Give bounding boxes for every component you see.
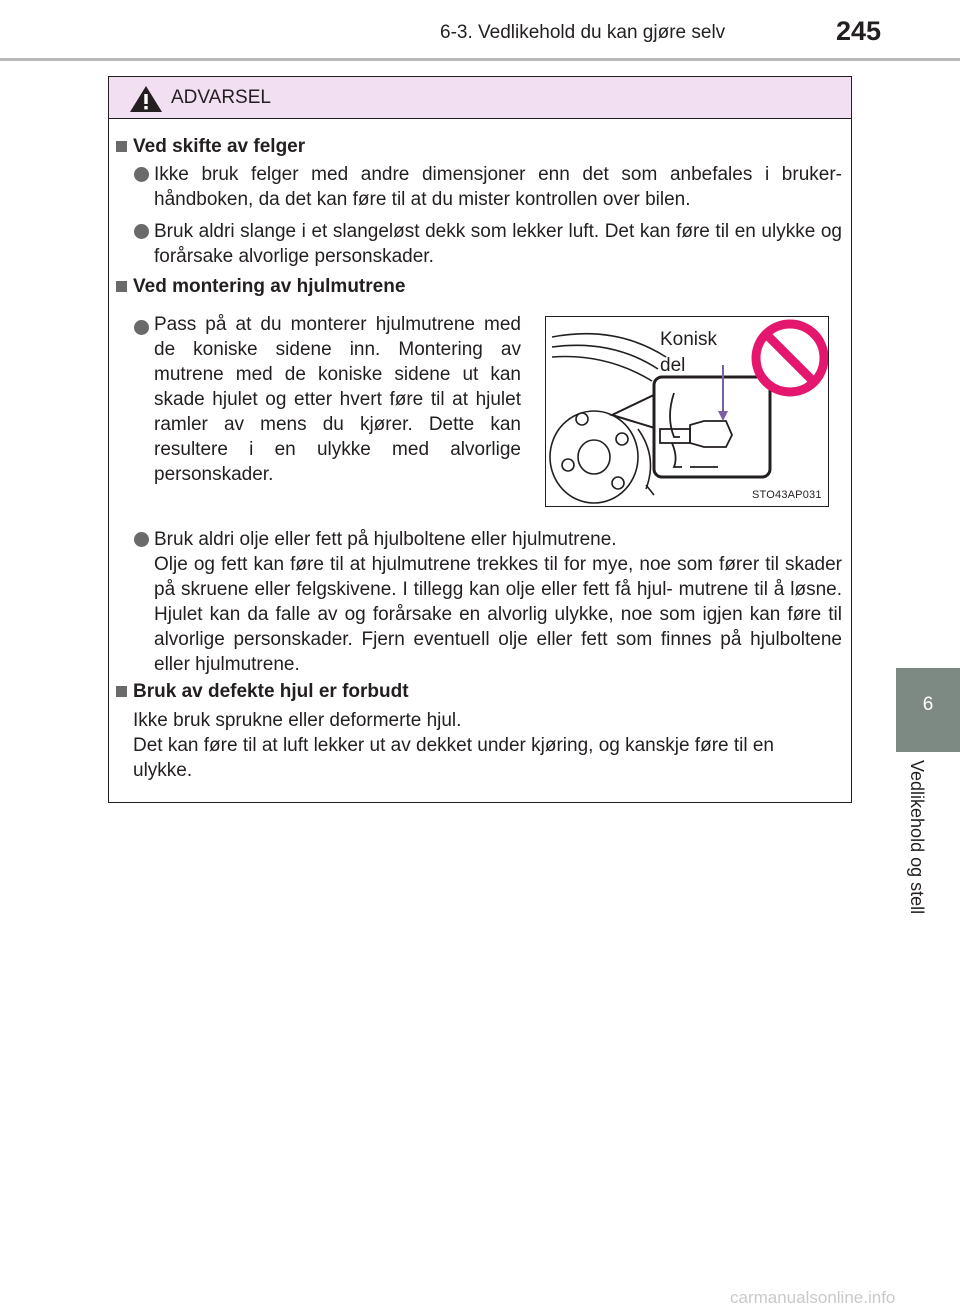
chapter-label: Vedlikehold og stell xyxy=(907,760,927,915)
section-marker xyxy=(116,281,127,292)
chapter-tab[interactable] xyxy=(896,668,960,752)
warning-header xyxy=(109,77,851,119)
section-heading: Ved skifte av felger xyxy=(133,136,306,157)
figure-label-del: del xyxy=(660,355,686,376)
bullet-text: Ikke bruk felger med andre dimensjoner enn det som anbefales i bruker- håndboken, da det kan føre til at du mister kontrollen over bilen. xyxy=(154,164,842,210)
figure-label-konisk: Konisk xyxy=(660,329,718,350)
warning-title: ADVARSEL xyxy=(171,87,271,108)
paragraph: Det kan føre til at luft lekker ut av dekket under kjøring, og kanskje føre til en ulykke. xyxy=(133,735,774,781)
paragraph: Ikke bruk sprukne eller deformerte hjul. xyxy=(133,710,462,731)
bullet-dot xyxy=(134,224,149,239)
bullet-text: Bruk aldri slange i et slangeløst dekk som lekker luft. Det kan føre til en ulykke og forårsake alvorlige personskader. xyxy=(154,221,842,267)
bullet-continuation: Olje og fett kan føre til at hjulmutrene trekkes til for mye, noe som fører til skader på skruene eller felgskivene. I tillegg kan olje eller fett få hjul- mutrene til å løsne. Hjulet kan da falle av og forårsake en alvorlig ulykke, noe som igjen kan føre til alvorlige personskader. Fjern eventuell olje eller fett som finnes på hjulboltene eller hjulmutrene. xyxy=(154,554,842,675)
bullet-dot xyxy=(134,320,149,335)
section-marker xyxy=(116,686,127,697)
watermark: carmanualsonline.info xyxy=(730,1288,896,1307)
bullet-dot xyxy=(134,167,149,182)
bullet-dot xyxy=(134,532,149,547)
figure-code: STO43AP031 xyxy=(752,489,822,501)
chapter-number: 6 xyxy=(922,694,934,715)
wheel-nut-figure xyxy=(545,316,829,507)
section-marker xyxy=(116,141,127,152)
header-divider xyxy=(0,58,960,61)
section-title: 6-3. Vedlikehold du kan gjøre selv xyxy=(440,22,726,43)
section-heading: Bruk av defekte hjul er forbudt xyxy=(133,681,409,702)
bullet-text: Bruk aldri olje eller fett på hjulboltene eller hjulmutrene. xyxy=(154,529,617,550)
bullet-text: Pass på at du monterer hjulmutrene med de koniske sidene inn. Montering av mutrene med de koniske sidene ut kan skade hjulet og etter hvert føre til at hjulet ramler av mens du kjører. Dette kan resultere i en ulykke med alvorlige personskader. xyxy=(154,314,521,485)
section-heading: Ved montering av hjulmutrene xyxy=(133,276,406,297)
warning-triangle-icon xyxy=(129,85,163,113)
page-number: 245 xyxy=(836,16,882,46)
